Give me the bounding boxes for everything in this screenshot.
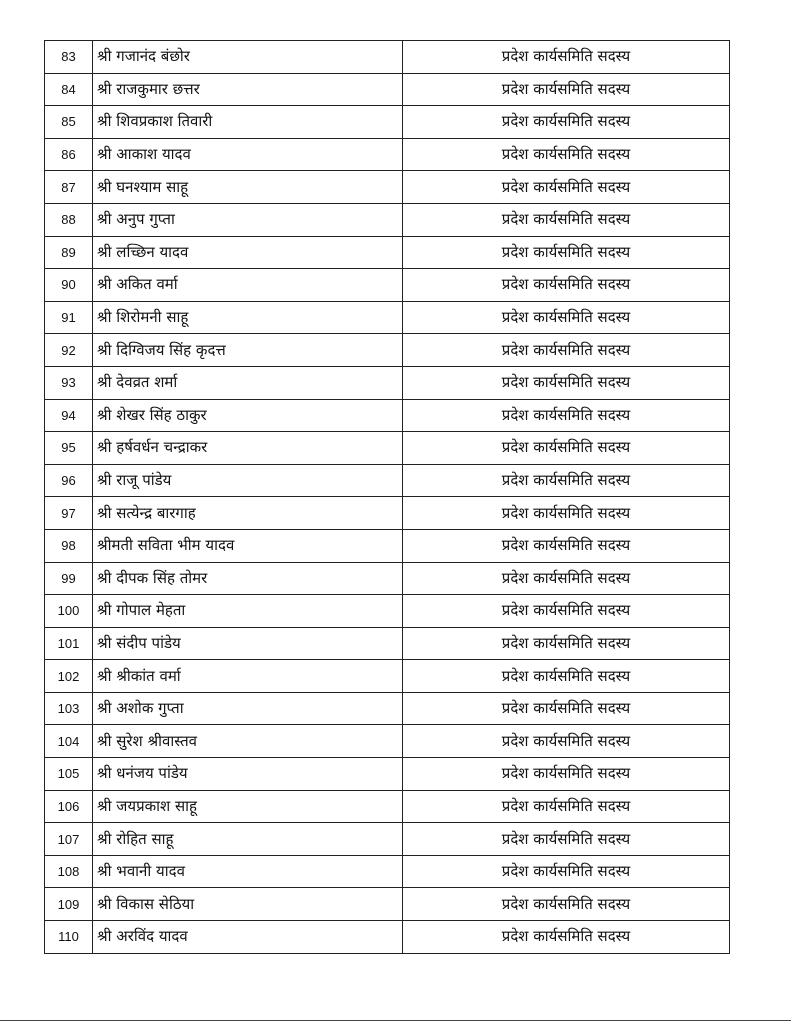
serial-number-cell: 92 [45, 334, 93, 367]
member-name-cell: श्री गजानंद बंछोर [93, 41, 403, 74]
member-role-cell: प्रदेश कार्यसमिति सदस्य [403, 203, 730, 236]
member-role-cell: प्रदेश कार्यसमिति सदस्य [403, 334, 730, 367]
member-name-cell: श्री सत्येन्द्र बारगाह [93, 497, 403, 530]
member-role-cell: प्रदेश कार्यसमिति सदस्य [403, 595, 730, 628]
member-name-cell: श्री शिवप्रकाश तिवारी [93, 106, 403, 139]
member-role-cell: प्रदेश कार्यसमिति सदस्य [403, 660, 730, 693]
table-row [45, 334, 730, 367]
member-name-cell: श्री गोपाल मेहता [93, 595, 403, 628]
table-row [45, 725, 730, 758]
serial-number-cell: 110 [45, 921, 93, 954]
member-role-cell: प्रदेश कार्यसमिति सदस्य [403, 269, 730, 302]
member-role-cell: प्रदेश कार्यसमिति सदस्य [403, 921, 730, 954]
member-name-cell: श्री दिग्विजय सिंह कृदत्त [93, 334, 403, 367]
table-row [45, 888, 730, 921]
serial-number-cell: 103 [45, 692, 93, 725]
page-bottom-rule [0, 1020, 791, 1021]
table-row [45, 692, 730, 725]
member-role-cell: प्रदेश कार्यसमिति सदस्य [403, 529, 730, 562]
serial-number-cell: 94 [45, 399, 93, 432]
table-row [45, 399, 730, 432]
member-role-cell: प्रदेश कार्यसमिति सदस्य [403, 692, 730, 725]
table-row [45, 562, 730, 595]
member-role-cell: प्रदेश कार्यसमिति सदस्य [403, 138, 730, 171]
serial-number-cell: 104 [45, 725, 93, 758]
table-row [45, 627, 730, 660]
serial-number-cell: 89 [45, 236, 93, 269]
member-role-cell: प्रदेश कार्यसमिति सदस्य [403, 73, 730, 106]
member-name-cell: श्री विकास सेठिया [93, 888, 403, 921]
serial-number-cell: 97 [45, 497, 93, 530]
serial-number-cell: 102 [45, 660, 93, 693]
table-row [45, 758, 730, 791]
member-name-cell: श्री देवव्रत शर्मा [93, 366, 403, 399]
member-role-cell: प्रदेश कार्यसमिति सदस्य [403, 171, 730, 204]
serial-number-cell: 107 [45, 823, 93, 856]
table-row [45, 432, 730, 465]
member-name-cell: श्री घनश्याम साहू [93, 171, 403, 204]
table-row [45, 138, 730, 171]
member-role-cell: प्रदेश कार्यसमिति सदस्य [403, 823, 730, 856]
serial-number-cell: 109 [45, 888, 93, 921]
member-role-cell: प्रदेश कार्यसमिति सदस्य [403, 236, 730, 269]
member-role-cell: प्रदेश कार्यसमिति सदस्य [403, 301, 730, 334]
member-role-cell: प्रदेश कार्यसमिति सदस्य [403, 562, 730, 595]
table-row [45, 236, 730, 269]
serial-number-cell: 99 [45, 562, 93, 595]
table-row [45, 106, 730, 139]
member-name-cell: श्री दीपक सिंह तोमर [93, 562, 403, 595]
serial-number-cell: 105 [45, 758, 93, 791]
serial-number-cell: 85 [45, 106, 93, 139]
member-role-cell: प्रदेश कार्यसमिति सदस्य [403, 790, 730, 823]
serial-number-cell: 86 [45, 138, 93, 171]
serial-number-cell: 108 [45, 855, 93, 888]
member-name-cell: श्री अशोक गुप्ता [93, 692, 403, 725]
member-name-cell: श्री धनंजय पांडेय [93, 758, 403, 791]
table-row [45, 921, 730, 954]
member-role-cell: प्रदेश कार्यसमिति सदस्य [403, 366, 730, 399]
table-row [45, 660, 730, 693]
member-name-cell: श्री शेखर सिंह ठाकुर [93, 399, 403, 432]
member-role-cell: प्रदेश कार्यसमिति सदस्य [403, 497, 730, 530]
table-row [45, 73, 730, 106]
member-name-cell: श्री अनुप गुप्ता [93, 203, 403, 236]
member-role-cell: प्रदेश कार्यसमिति सदस्य [403, 627, 730, 660]
serial-number-cell: 95 [45, 432, 93, 465]
serial-number-cell: 100 [45, 595, 93, 628]
member-name-cell: श्री सुरेश श्रीवास्तव [93, 725, 403, 758]
serial-number-cell: 93 [45, 366, 93, 399]
member-list-body [45, 41, 730, 954]
table-row [45, 269, 730, 302]
member-list-table [44, 40, 730, 954]
member-role-cell: प्रदेश कार्यसमिति सदस्य [403, 41, 730, 74]
serial-number-cell: 87 [45, 171, 93, 204]
member-role-cell: प्रदेश कार्यसमिति सदस्य [403, 106, 730, 139]
table-row [45, 823, 730, 856]
member-name-cell: श्री संदीप पांडेय [93, 627, 403, 660]
table-row [45, 497, 730, 530]
table-row [45, 41, 730, 74]
table-row [45, 529, 730, 562]
table-row [45, 855, 730, 888]
table-row [45, 301, 730, 334]
member-role-cell: प्रदेश कार्यसमिति सदस्य [403, 399, 730, 432]
member-name-cell: श्री राजू पांडेय [93, 464, 403, 497]
member-name-cell: श्री हर्षवर्धन चन्द्राकर [93, 432, 403, 465]
serial-number-cell: 91 [45, 301, 93, 334]
table-row [45, 464, 730, 497]
member-role-cell: प्रदेश कार्यसमिति सदस्य [403, 888, 730, 921]
table-row [45, 595, 730, 628]
member-name-cell: श्री रोहित साहू [93, 823, 403, 856]
member-name-cell: श्री जयप्रकाश साहू [93, 790, 403, 823]
member-name-cell: श्री अकित वर्मा [93, 269, 403, 302]
serial-number-cell: 88 [45, 203, 93, 236]
serial-number-cell: 90 [45, 269, 93, 302]
serial-number-cell: 98 [45, 529, 93, 562]
table-row [45, 203, 730, 236]
member-name-cell: श्री शिरोमनी साहू [93, 301, 403, 334]
table-row [45, 366, 730, 399]
table-row [45, 790, 730, 823]
serial-number-cell: 96 [45, 464, 93, 497]
member-name-cell: श्री श्रीकांत वर्मा [93, 660, 403, 693]
member-role-cell: प्रदेश कार्यसमिति सदस्य [403, 758, 730, 791]
table-row [45, 171, 730, 204]
member-role-cell: प्रदेश कार्यसमिति सदस्य [403, 432, 730, 465]
serial-number-cell: 101 [45, 627, 93, 660]
member-name-cell: श्रीमती सविता भीम यादव [93, 529, 403, 562]
member-name-cell: श्री अरविंद यादव [93, 921, 403, 954]
member-name-cell: श्री आकाश यादव [93, 138, 403, 171]
serial-number-cell: 84 [45, 73, 93, 106]
member-name-cell: श्री भवानी यादव [93, 855, 403, 888]
member-role-cell: प्रदेश कार्यसमिति सदस्य [403, 725, 730, 758]
serial-number-cell: 106 [45, 790, 93, 823]
member-name-cell: श्री लच्छिन यादव [93, 236, 403, 269]
member-role-cell: प्रदेश कार्यसमिति सदस्य [403, 855, 730, 888]
member-role-cell: प्रदेश कार्यसमिति सदस्य [403, 464, 730, 497]
member-name-cell: श्री राजकुमार छत्तर [93, 73, 403, 106]
serial-number-cell: 83 [45, 41, 93, 74]
